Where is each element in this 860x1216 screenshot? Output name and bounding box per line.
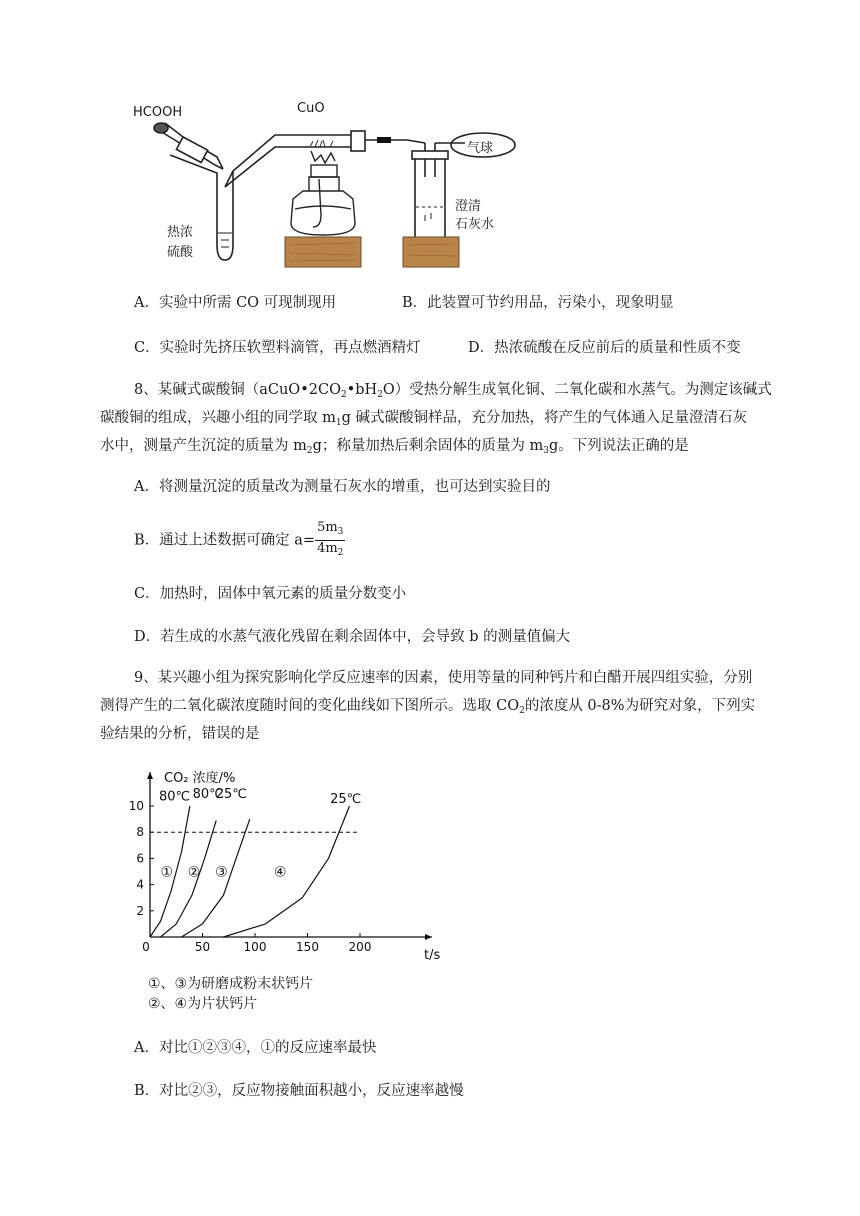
fraction-5m3-4m2: $\frac{5m_3}{4m_2}$ [317, 520, 344, 558]
y-axis-arrow-icon [147, 772, 153, 779]
series-temp-label-2: 80℃ [192, 786, 224, 802]
x-tick-label: 200 [348, 940, 372, 954]
y-tick-label: 4 [136, 877, 144, 892]
label-balloon: 气球 [467, 141, 494, 156]
cuo-powder [310, 140, 333, 147]
label-hcooh: HCOOH [133, 105, 183, 120]
y-tick-label: 6 [136, 851, 144, 866]
series-marker-1: ① [160, 864, 174, 881]
q7-option-d: D．热浓硫酸在反应前后的质量和性质不变 [468, 340, 741, 356]
label-cuo: CuO [297, 101, 325, 116]
q8-stem-line2: 碳酸铜的组成，兴趣小组的同学取 $m_1g$ 碱式碳酸铜样品，充分加热，将产生的气体通入足量澄清石灰 [100, 410, 747, 428]
chart-note-2: ②、④为片状钙片 [148, 996, 258, 1012]
label-limewater-2: 石灰水 [455, 217, 495, 232]
q7-option-c: C．实验时先挤压软塑料滴管，再点燃酒精灯 [134, 340, 421, 356]
origin-label: 0 [142, 940, 150, 954]
label-acid-1: 热浓 [167, 225, 194, 240]
label-limewater-1: 澄清 [455, 199, 482, 214]
q9-stem-line1: 9、某兴趣小组为探究影响化学反应速率的因素，使用等量的同种钙片和白醋开展四组实验，分别 [134, 670, 753, 686]
q9-stem-line3: 验结果的分析，错误的是 [100, 726, 260, 742]
q9-option-a: A．对比①②③④，①的反应速率最快 [134, 1040, 377, 1056]
y-axis-label: CO₂ 浓度/% [164, 771, 236, 786]
chart-svg [130, 762, 440, 962]
x-axis-arrow-icon [425, 934, 432, 940]
series-temp-label-4: 25℃ [330, 792, 362, 808]
q7-option-a: A．实验中所需 CO 可现制现用 [134, 295, 337, 311]
x-axis-label: t/s [424, 948, 440, 962]
alcohol-lamp-icon [291, 151, 355, 235]
x-tick-label: 150 [296, 940, 319, 954]
y-tick-label: 2 [136, 903, 144, 918]
q8-option-b: B．通过上述数据可确定 a= $\frac{5m_3}{4m_2}$ [134, 520, 345, 561]
q8-option-c: C．加热时，固体中氧元素的质量分数变小 [134, 586, 407, 602]
q8-stem-line3: 水中，测量产生沉淀的质量为 $m_2g$；称量加热后剩余固体的质量为 $m_3g$。下列说法正确的是 [100, 438, 689, 456]
series-marker-2: ② [187, 864, 201, 881]
series-temp-label-1: 80℃ [159, 789, 191, 805]
q8-option-d: D．若生成的水蒸气液化残留在剩余固体中，会导致 b 的测量值偏大 [134, 629, 571, 645]
q8-option-a: A．将测量沉淀的质量改为测量石灰水的增重，也可达到实验目的 [134, 479, 551, 495]
y-tick-label: 8 [136, 825, 144, 840]
series-temp-label-3: 25℃ [215, 786, 247, 802]
label-acid-2: 硫酸 [167, 245, 194, 260]
q9-stem-line2: 测得产生的二氧化碳浓度随时间的变化曲线如下图所示。选取 $CO_2$的浓度从 0-8%为研究对象，下列实 [100, 698, 756, 716]
q9-option-b: B．对比②③，反应物接触面积越小，反应速率越慢 [134, 1083, 464, 1099]
y-tick-label: 10 [130, 799, 144, 813]
q7-option-b: B．此装置可节约用品，污染小，现象明显 [402, 295, 674, 311]
series-marker-3: ③ [215, 864, 228, 881]
x-tick-label: 100 [243, 940, 267, 954]
chart-note-1: ①、③为研磨成粉末状钙片 [148, 976, 314, 992]
co2-chart [130, 762, 440, 962]
wood-block-left [285, 237, 361, 267]
x-tick-label: 50 [194, 940, 211, 954]
q8-stem-line1: 8、某碱式碳酸铜$(aCuO•2CO_2•bH_2O)$受热分解生成氧化铜、二氧化碳和水蒸气。为测定该碱式 [134, 382, 772, 400]
series-curve-4 [224, 806, 350, 937]
wood-block-right [403, 237, 459, 267]
series-marker-4: ④ [273, 864, 287, 881]
apparatus-figure [125, 95, 535, 275]
